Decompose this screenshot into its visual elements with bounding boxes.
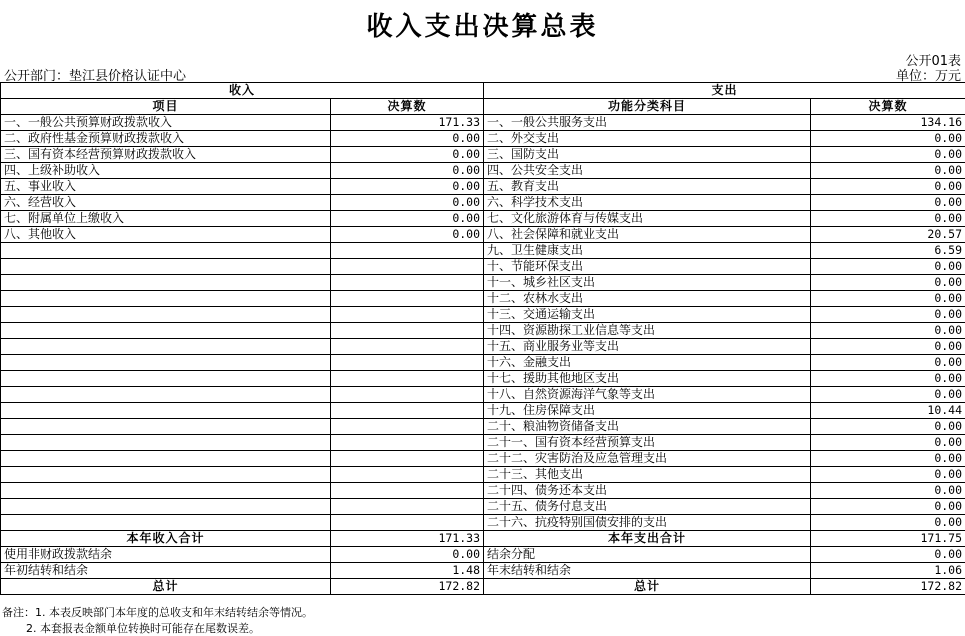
summary-row — [1, 547, 965, 563]
table-row — [1, 403, 965, 419]
income-item-value — [331, 323, 484, 339]
income-item-value: 0.00 — [331, 227, 484, 243]
balance-distribution-label: 结余分配 — [484, 547, 811, 563]
table-row — [1, 435, 965, 451]
grand-total-income-label: 总计 — [1, 579, 331, 595]
expense-item-label: 十三、交通运输支出 — [484, 307, 811, 323]
expense-item-label: 二、外交支出 — [484, 131, 811, 147]
summary-row — [1, 563, 965, 579]
expense-item-label: 十七、援助其他地区支出 — [484, 371, 811, 387]
expense-item-value: 0.00 — [811, 419, 965, 435]
section-header-row — [1, 83, 965, 99]
table-row — [1, 355, 965, 371]
expense-item-label: 九、卫生健康支出 — [484, 243, 811, 259]
income-item-label — [1, 483, 331, 499]
income-item-value: 0.00 — [331, 147, 484, 163]
income-item-label: 七、附属单位上缴收入 — [1, 211, 331, 227]
begin-balance-label: 年初结转和结余 — [1, 563, 331, 579]
income-item-label — [1, 499, 331, 515]
table-row — [1, 515, 965, 531]
table-row — [1, 227, 965, 243]
table-row — [1, 387, 965, 403]
table-row — [1, 499, 965, 515]
expense-item-label: 四、公共安全支出 — [484, 163, 811, 179]
table-row — [1, 179, 965, 195]
income-item-label — [1, 339, 331, 355]
amount2-column-header: 决算数 — [811, 99, 965, 115]
table-row — [1, 275, 965, 291]
expense-item-label: 二十二、灾害防治及应急管理支出 — [484, 451, 811, 467]
amount-column-header: 决算数 — [331, 99, 484, 115]
expense-item-value: 0.00 — [811, 275, 965, 291]
column-header-row — [1, 99, 965, 115]
expense-item-value: 0.00 — [811, 195, 965, 211]
expense-item-label: 十、节能环保支出 — [484, 259, 811, 275]
income-item-label: 六、经营收入 — [1, 195, 331, 211]
expense-item-value: 20.57 — [811, 227, 965, 243]
income-item-value — [331, 515, 484, 531]
expense-item-value: 0.00 — [811, 259, 965, 275]
page-title: 收入支出决算总表 — [366, 12, 599, 42]
expense-item-value: 0.00 — [811, 483, 965, 499]
table-row — [1, 211, 965, 227]
grand-total-expense-value: 172.82 — [811, 579, 965, 595]
expense-item-value: 0.00 — [811, 163, 965, 179]
end-balance-value: 1.06 — [811, 563, 965, 579]
expense-item-value: 0.00 — [811, 339, 965, 355]
table-row — [1, 147, 965, 163]
income-item-label — [1, 307, 331, 323]
income-item-label — [1, 387, 331, 403]
income-item-label — [1, 515, 331, 531]
income-item-label: 三、国有资本经营预算财政拨款收入 — [1, 147, 331, 163]
expense-total-label: 本年支出合计 — [484, 531, 811, 547]
expense-item-label: 八、社会保障和就业支出 — [484, 227, 811, 243]
income-item-value — [331, 451, 484, 467]
income-item-label — [1, 371, 331, 387]
income-item-value — [331, 387, 484, 403]
department-label: 公开部门：垫江县价格认证中心 — [4, 69, 187, 84]
table-row — [1, 115, 965, 131]
expense-item-value: 10.44 — [811, 403, 965, 419]
item-column-header: 项目 — [1, 99, 331, 115]
table-row — [1, 243, 965, 259]
income-item-value — [331, 467, 484, 483]
table-row — [1, 419, 965, 435]
income-item-value — [331, 403, 484, 419]
income-item-label — [1, 419, 331, 435]
income-item-value: 0.00 — [331, 179, 484, 195]
grand-total-income-value: 172.82 — [331, 579, 484, 595]
summary-row — [1, 531, 965, 547]
expense-item-value: 0.00 — [811, 131, 965, 147]
income-item-label — [1, 275, 331, 291]
note-2: 2. 本套报表金额单位转换时可能存在尾数误差。 — [26, 622, 260, 635]
expense-item-label: 三、国防支出 — [484, 147, 811, 163]
expense-item-label: 二十一、国有资本经营预算支出 — [484, 435, 811, 451]
income-item-label: 四、上级补助收入 — [1, 163, 331, 179]
func-item-column-header: 功能分类科目 — [484, 99, 811, 115]
expense-item-label: 二十、粮油物资储备支出 — [484, 419, 811, 435]
expense-item-label: 二十五、债务付息支出 — [484, 499, 811, 515]
income-item-value — [331, 275, 484, 291]
expense-total-value: 171.75 — [811, 531, 965, 547]
income-item-value — [331, 339, 484, 355]
expense-item-label: 二十四、债务还本支出 — [484, 483, 811, 499]
income-item-value — [331, 307, 484, 323]
expense-item-value: 0.00 — [811, 499, 965, 515]
table-row — [1, 371, 965, 387]
expense-item-value: 0.00 — [811, 211, 965, 227]
expense-item-label: 二十六、抗疫特别国债安排的支出 — [484, 515, 811, 531]
table-row — [1, 483, 965, 499]
income-item-value: 0.00 — [331, 211, 484, 227]
table-row — [1, 451, 965, 467]
expense-item-label: 十一、城乡社区支出 — [484, 275, 811, 291]
note-1: 备注：1. 本表反映部门本年度的总收支和年末结转结余等情况。 — [2, 606, 313, 619]
income-item-value: 0.00 — [331, 163, 484, 179]
expense-item-label: 二十三、其他支出 — [484, 467, 811, 483]
income-item-label — [1, 243, 331, 259]
income-item-value — [331, 243, 484, 259]
income-item-label — [1, 451, 331, 467]
table-row — [1, 291, 965, 307]
income-item-value — [331, 499, 484, 515]
expense-item-label: 十四、资源勘探工业信息等支出 — [484, 323, 811, 339]
income-item-label: 二、政府性基金预算财政拨款收入 — [1, 131, 331, 147]
income-item-value — [331, 259, 484, 275]
form-number: 公开01表 — [905, 54, 961, 69]
table-row — [1, 131, 965, 147]
begin-balance-value: 1.48 — [331, 563, 484, 579]
summary-row — [1, 579, 965, 595]
expense-item-value: 0.00 — [811, 467, 965, 483]
income-item-value: 0.00 — [331, 195, 484, 211]
expense-item-label: 七、文化旅游体育与传媒支出 — [484, 211, 811, 227]
unit-label: 单位：万元 — [895, 69, 961, 84]
income-item-value — [331, 483, 484, 499]
expense-item-value: 0.00 — [811, 435, 965, 451]
income-section-header: 收入 — [1, 83, 484, 99]
table-row — [1, 307, 965, 323]
income-item-value — [331, 435, 484, 451]
expense-item-value: 6.59 — [811, 243, 965, 259]
income-item-label — [1, 291, 331, 307]
expense-item-label: 十六、金融支出 — [484, 355, 811, 371]
income-item-value — [331, 371, 484, 387]
expense-item-value: 134.16 — [811, 115, 965, 131]
income-item-label: 一、一般公共预算财政拨款收入 — [1, 115, 331, 131]
income-item-label — [1, 259, 331, 275]
expense-item-label: 六、科学技术支出 — [484, 195, 811, 211]
income-total-value: 171.33 — [331, 531, 484, 547]
income-total-label: 本年收入合计 — [1, 531, 331, 547]
expense-item-label: 一、一般公共服务支出 — [484, 115, 811, 131]
grand-total-expense-label: 总计 — [484, 579, 811, 595]
table-row — [1, 259, 965, 275]
expense-item-value: 0.00 — [811, 147, 965, 163]
income-item-label — [1, 403, 331, 419]
table-row — [1, 163, 965, 179]
expense-item-label: 十五、商业服务业等支出 — [484, 339, 811, 355]
balance-distribution-value: 0.00 — [811, 547, 965, 563]
expense-section-header: 支出 — [484, 83, 965, 99]
budget-table — [0, 82, 965, 595]
expense-item-value: 0.00 — [811, 291, 965, 307]
nonfiscal-balance-label: 使用非财政拨款结余 — [1, 547, 331, 563]
expense-item-value: 0.00 — [811, 515, 965, 531]
expense-item-value: 0.00 — [811, 323, 965, 339]
income-item-label — [1, 355, 331, 371]
expense-item-label: 十八、自然资源海洋气象等支出 — [484, 387, 811, 403]
income-item-value — [331, 419, 484, 435]
expense-item-value: 0.00 — [811, 307, 965, 323]
table-row — [1, 339, 965, 355]
income-item-value: 0.00 — [331, 131, 484, 147]
expense-item-label: 十九、住房保障支出 — [484, 403, 811, 419]
income-item-label: 五、事业收入 — [1, 179, 331, 195]
income-item-value: 171.33 — [331, 115, 484, 131]
expense-item-value: 0.00 — [811, 387, 965, 403]
income-item-label — [1, 467, 331, 483]
nonfiscal-balance-value: 0.00 — [331, 547, 484, 563]
expense-item-value: 0.00 — [811, 371, 965, 387]
table-row — [1, 467, 965, 483]
expense-item-label: 十二、农林水支出 — [484, 291, 811, 307]
income-item-label — [1, 323, 331, 339]
expense-item-label: 五、教育支出 — [484, 179, 811, 195]
table-row — [1, 323, 965, 339]
end-balance-label: 年末结转和结余 — [484, 563, 811, 579]
income-item-label — [1, 435, 331, 451]
income-item-value — [331, 355, 484, 371]
expense-item-value: 0.00 — [811, 355, 965, 371]
income-item-label: 八、其他收入 — [1, 227, 331, 243]
expense-item-value: 0.00 — [811, 451, 965, 467]
income-item-value — [331, 291, 484, 307]
table-row — [1, 195, 965, 211]
expense-item-value: 0.00 — [811, 179, 965, 195]
